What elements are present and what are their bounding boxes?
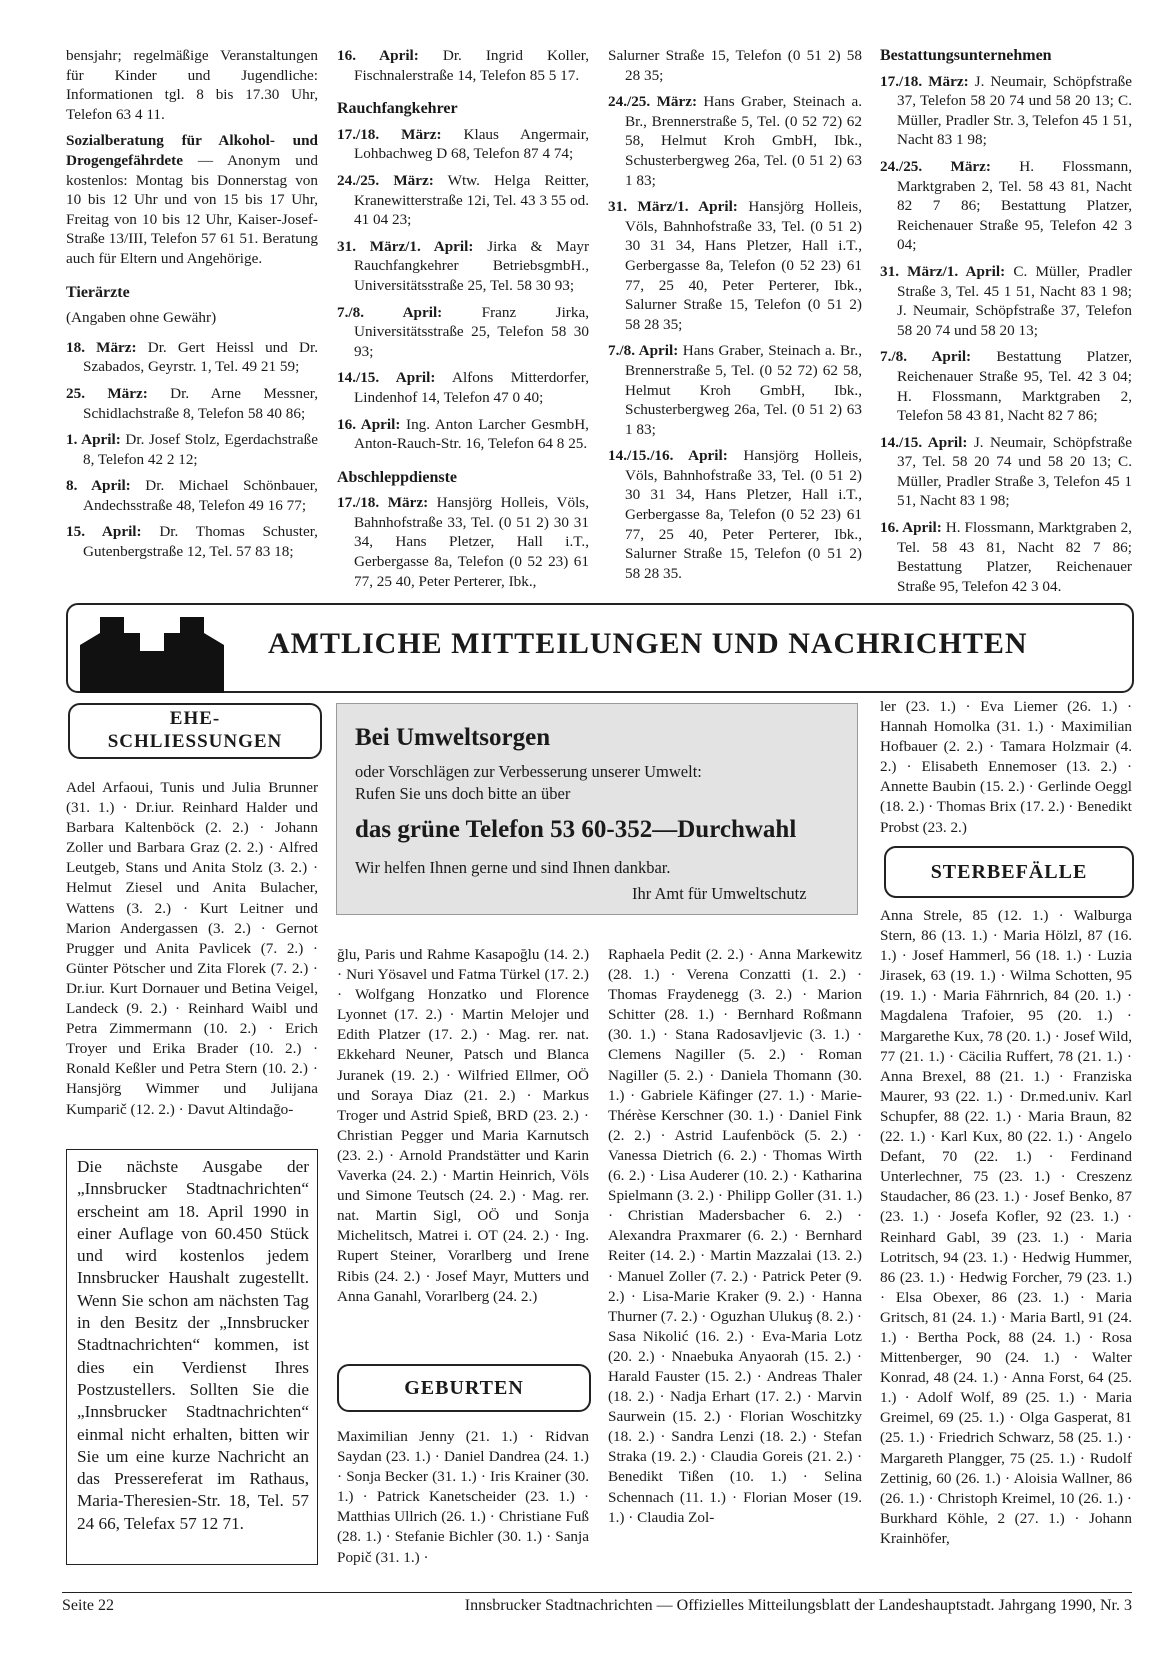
page-footer <box>62 1592 1132 1615</box>
list-item <box>66 476 318 515</box>
entry-date: 31. März/1. April: <box>608 198 738 216</box>
sterbefaelle-text <box>880 906 1132 1556</box>
entry-text: Ing. Anton Larcher GesmbH, Anton-Rauch-Str. 16, Telefon 64 8 25. <box>354 415 589 453</box>
entry-date: 15. April: <box>66 523 142 541</box>
entry-text: Dr. Gert Heissl und Dr. Szabados, Geyrstr. 1, Tel. 49 21 59; <box>83 338 318 376</box>
entry-date: 31. März/1. April: <box>880 262 1006 280</box>
list-item <box>66 384 318 423</box>
sterbefaelle-heading: STERBEFÄLLE <box>884 846 1134 898</box>
umwelt-line2: Rufen Sie uns doch bitte an über <box>355 784 571 803</box>
entry-date: 16. April: <box>337 415 401 433</box>
tieraerzte-subheading: (Angaben ohne Gewähr) <box>66 309 217 327</box>
entry-date: 8. April: <box>66 477 131 495</box>
entry-date: 14./15./16. April: <box>608 447 728 465</box>
entry-text: Hans Graber, Steinach a. Br., Brennerstraße 5, Tel. (0 52 72) 62 58, Helmut Kroh GmbH, Ibk., Schusterbergweg 26a, Tel. (0 51 2) 63 1 83; <box>625 93 862 189</box>
ehe-heading <box>68 703 322 759</box>
list-item <box>337 125 589 164</box>
entry-text: Hansjörg Holleis, Völs, Bahnhofstraße 33, Tel. (0 51 2) 30 31 34, Hans Pletzer, Hall i.T., Gerbergasse 8a, Telefon (0 52 23) 61 77, 25 40, Peter Perterer, Ibk., Salurner Straße 15, Telefon (0 51 2) 58 28 35. <box>625 447 862 582</box>
geburten-list-continued: Raphaela Pedit (2. 2.) · Anna Markewitz (28. 1.) · Verena Conzatti (1. 2.) · Thomas Fraydenegg (3. 2.) · Marion Schitter (28. 1.) · Bernhard Roßmann (30. 1.) · Stana Radosavljevic (3. 1.) · Clemens Nagiller (5. 2.) · Roman Nagiller (5. 2.) · Daniela Thomann (30. 1.) · Gabriele Käfinger (27. 1.) · Marie-Thérèse Kerschner (30. 1.) · Daniel Fink (2. 2.) · Astrid Laufenböck (5. 2.) · Vanessa Dietrich (6. 2.) · Thomas Wirth (6. 2.) · Lisa Auderer (10. 2.) · Katharina Spielmann (3. 2.) · Philipp Goller (31. 1.) · Christian Madersbacher 6. 2.) · Alexandra Praxmarer (6. 2.) · Bernhard Reiter (14. 2.) · Martin Mazzalai (13. 2.) · Manuel Zoller (7. 2.) · Patrick Peter (9. 2.) · Lisa-Marie Kraker (9. 2.) · Hanna Thurner (7. 2.) · Oguzhan Ulukuş (8. 2.) · Sasa Nikolić (16. 2.) · Eva-Maria Lotz (20. 2.) · Nnaebuka Anyaorah (15. 2.) · Harald Fauster (15. 2.) · Andreas Thaler (18. 2.) · Nadja Erhart (17. 2.) · Marvin Saurwein (15. 2.) · Florian Woschitzky (18. 2.) · Sandra Lenzi (18. 2.) · Stefan Straka (19. 2.) · Claudia Goreis (21. 2.) · Benedikt Tißen (10. 1.) · Selina Schennach (11. 1.) · Florian Moser (19. 1.) · Claudia Zol- <box>608 946 862 1526</box>
ehe-heading-line2: SCHLIESSUNGEN <box>107 731 283 752</box>
entry-text: Alfons Mitterdorfer, Lindenhof 14, Telefon 47 0 40; <box>354 369 589 406</box>
geburten-list-end: ler (23. 1.) · Eva Liemer (26. 1.) · Hannah Homolka (31. 1.) · Maximilian Hofbauer (2. 2.) · Tamara Holzmair (4. 2.) · Elisabeth Ennemoser (13. 2.) · Annette Baubin (15. 2.) · Gerlinde Oeggl (18. 2.) · Thomas Brix (17. 2.) · Benedikt Probst (23. 2.) <box>880 698 1132 836</box>
entry-text: Bestattung Platzer, Reichenauer Straße 95, Tel. 42 3 04; H. Flossmann, Marktgraben 2, Telefon 58 43 81, Nacht 82 7 86; <box>897 348 1132 425</box>
entry-text: Dr. Arne Messner, Schidlachstraße 8, Telefon 58 40 86; <box>83 384 319 422</box>
list-item <box>66 522 318 561</box>
entry-text: C. Müller, Pradler Straße 3, Tel. 45 1 51, Nacht 83 1 98; J. Neumair, Schöpfstraße 37, Telefon 58 20 74 und 58 20 13; <box>897 262 1132 339</box>
entry-date: 16. April: <box>880 519 942 537</box>
umwelt-line1: oder Vorschlägen zur Verbesserung unserer Umwelt: <box>355 762 702 781</box>
geburten-heading: GEBURTEN <box>337 1364 591 1412</box>
jugend-info: bensjahr; regelmäßige Veranstaltungen für Kinder und Jugendliche: Informationen tgl. 8 bis 17.30 Uhr, Telefon 63 4 11. <box>66 47 318 123</box>
sozialberatung <box>66 131 318 268</box>
entry-text: J. Neumair, Schöpfstraße 37, Tel. 58 20 74 und 58 20 13; C. Müller, Pradler Straße 3, Telefon 45 1 51, Nacht 83 1 98; <box>897 433 1132 510</box>
rauchfangkehrer-heading: Rauchfangkehrer <box>337 100 458 118</box>
banner-title: AMTLICHE MITTEILUNGEN UND NACHRICHTEN <box>268 627 1028 660</box>
list-item <box>337 415 589 454</box>
entry-date: 25. März: <box>66 384 148 402</box>
geburten-list: Maximilian Jenny (21. 1.) · Ridvan Saydan (23. 1.) · Daniel Dandrea (24. 1.) · Sonja Becker (31. 1.) · Iris Krainer (30. 1.) · Patrick Kanetscheider (23. 1.) · Matthias Ullrich (26. 1.) · Christiane Fuß (28. 1.) · Stefanie Bichler (30. 1.) · Sanja Popič (31. 1.) · <box>337 1428 589 1566</box>
entry-date: 1. April: <box>66 431 121 449</box>
umwelt-line3: Wir helfen Ihnen gerne und sind Ihnen dankbar. <box>355 858 671 877</box>
umwelt-signature: Ihr Amt für Umweltschutz <box>632 884 807 903</box>
entry-date: 24./25. März: <box>608 93 698 111</box>
city-logo <box>76 611 254 693</box>
ehe-text-col1 <box>66 778 318 1127</box>
column-4-top <box>880 46 1132 603</box>
entry-date: 16. April: <box>337 47 419 64</box>
geburten-text-col2 <box>337 1427 589 1575</box>
umwelt-title: Bei Umweltsorgen <box>355 724 551 751</box>
ehe-list: Adel Arfaoui, Tunis und Julia Brunner (31. 1.) · Dr.iur. Reinhard Halder und Barbara Kaltenböck (2. 2.) · Johann Zoller und Barbara Graz (2. 2.) · Alfred Leutgeb, Stans und Anita Stolz (3. 2.) · Helmut Ziesel und Anita Bulacher, Wattens (3. 2.) · Kurt Leitner und Marion Andergassen (3. 2.) · Gernot Prugger und Anita Pavlicek (7. 2.) · Günter Pötscher und Zita Florek (7. 2.) · Dr.iur. Kurt Dornauer und Betina Veigel, Landeck (9. 2.) · Reinhard Waibl und Petra Zimmermann (10. 2.) · Erich Troyer und Erika Brader (10. 2.) · Ronald Keßler und Petra Stern (10. 2.) · Hansjörg Wimmer und Julijana Kumparič (12. 2.) · Davut Altindağo- <box>66 779 318 1118</box>
next-issue-text: Die nächste Ausgabe der „Innsbrucker Stadtnachrichten“ erscheint am 18. April 1990 in einer Auflage von 60.450 Stück und wird kostenlos jedem Innsbrucker Haushalt zugestellt. Wenn Sie schon am nächsten Tag in den Besitz der „Innsbrucker Stadtnachrichten“ kommen, ist dies ein Verdienst Ihres Postzustellers. Sollten Sie die „Innsbrucker Stadtnachrichten“ einmal nicht erhalten, bitten wir Sie um eine kurze Nachricht an das Pressereferat im Rathaus, Maria-Theresien-Str. 18, Tel. 57 24 66, Telefax 57 12 71. <box>77 1157 309 1533</box>
list-item <box>337 368 589 407</box>
geburten-text-col4 <box>880 697 1132 845</box>
entry-text: Jirka & Mayr Rauchfangkehrer BetriebsgmbH., Universitätsstraße 25, Tel. 58 30 93; <box>354 237 590 294</box>
entry-date: 7./8. April: <box>608 342 679 360</box>
list-item <box>337 303 589 362</box>
list-item <box>337 171 589 230</box>
entry-text: H. Flossmann, Marktgraben 2, Tel. 58 43 81, Nacht 82 7 86; Bestattung Platzer, Reichenauer Straße 95, Telefon 42 3 04. <box>897 519 1132 595</box>
list-item <box>66 338 318 377</box>
list-item <box>608 446 862 583</box>
tieraerzte-heading: Tierärzte <box>66 283 130 301</box>
entry-text: Dr. Josef Stolz, Egerdachstraße 8, Telefon 42 2 12; <box>83 431 318 468</box>
entry-text: Dr. Ingrid Koller, Fischnalerstraße 14, Telefon 85 5 17. <box>354 47 589 84</box>
entry-date: 17./18. März: <box>337 494 429 512</box>
entry-text: Hans Graber, Steinach a. Br., Brennerstraße 5, Tel. (0 52 72) 62 58, Helmut Kroh GmbH, Ibk., Schusterbergweg 26a, Tel. (0 51 2) 63 1 83; <box>625 342 862 438</box>
page-number: Seite 22 <box>62 1597 114 1614</box>
entry-text: Dr. Thomas Schuster, Gutenbergstraße 12, Tel. 57 83 18; <box>83 523 318 561</box>
bestattung-heading: Bestattungsunternehmen <box>880 47 1052 64</box>
sozialberatung-text: — Anonym und kostenlos: Montag bis Donnerstag von 10 bis 12 Uhr und von 15 bis 17 Uhr, Freitag von 10 bis 12 Uhr, Kaiser-Josef-Straße 13/III, Telefon 57 61 51. Beratung auch für Eltern und Angehörige. <box>66 151 318 267</box>
abschleppdienste-heading: Abschleppdienste <box>337 468 458 486</box>
entry-date: 18. März: <box>66 338 137 356</box>
entry-text: Hansjörg Holleis, Völs, Bahnhofstraße 33, Tel. (0 51 2) 30 31 34, Hans Pletzer, Hall i.T., Gerbergasse 8a, Telefon (0 52 23) 61 77, 25 40, Peter Perterer, Ibk., Salurner Straße 15, Telefon (0 51 2) 58 28 35; <box>625 198 862 333</box>
entry-date: 7./8. April: <box>880 348 972 366</box>
umwelt-phone: das grüne Telefon 53 60-352—Durchwahl <box>355 816 797 843</box>
publication-line: Innsbrucker Stadtnachrichten — Offizielles Mitteilungsblatt der Landeshauptstadt. Jahrgang 1990, Nr. 3 <box>464 1597 1132 1614</box>
entry-date: 14./15. April: <box>337 369 436 387</box>
list-item <box>880 262 1132 340</box>
list-item <box>880 347 1132 425</box>
list-item <box>66 430 318 469</box>
rauchfangkehrer-list <box>337 125 589 454</box>
list-item <box>337 493 589 591</box>
list-item <box>608 341 862 439</box>
entry-text: H. Flossmann, Marktgraben 2, Tel. 58 43 81, Nacht 82 7 86; Bestattung Platzer, Reichenauer Straße 95, Telefon 42 3 04; <box>897 157 1133 254</box>
entry-text: J. Neumair, Schöpfstraße 37, Telefon 58 20 74 und 58 20 13; C. Müller, Pradler Str. 3, Telefon 45 1 51, Nacht 83 1 98; <box>897 72 1133 149</box>
geburten-text-col3 <box>608 945 862 1535</box>
list-item <box>880 433 1132 511</box>
list-item <box>880 157 1132 255</box>
entry-date: 14./15. April: <box>880 433 968 451</box>
next-issue-notice <box>66 1149 318 1565</box>
ehe-heading-line1: EHE- <box>169 708 221 729</box>
list-item <box>337 237 589 296</box>
list-item <box>880 72 1132 150</box>
entry-date: 24./25. März: <box>880 157 991 175</box>
entry-date: 17./18. März: <box>337 125 442 143</box>
entry-text: Hansjörg Holleis, Völs, Bahnhofstraße 33, Tel. (0 51 2) 30 31 34, Hans Pletzer, Hall i.T., Gerbergasse 8a, Telefon (0 52 23) 61 77, 25 40, Peter Perterer, Ibk., <box>354 494 589 590</box>
sterbefaelle-list: Anna Strele, 85 (12. 1.) · Walburga Stern, 86 (13. 1.) · Maria Hölzl, 87 (16. 1.) · Josef Hammerl, 56 (18. 1.) · Luzia Jirasek, 63 (19. 1.) · Wilma Schotten, 95 (19. 1.) · Maria Fährnrich, 84 (20. 1.) · Magdalena Trafoier, 95 (20. 1.) · Margarethe Kux, 78 (20. 1.) · Josef Wild, 77 (21. 1.) · Cäcilia Ruffert, 78 (21. 1.) · Anna Brexel, 88 (21. 1.) · Franziska Maurer, 93 (22. 1.) · Dr.med.univ. Karl Schupfer, 88 (22. 1.) · Maria Braun, 82 (22. 1.) · Karl Kux, 80 (22. 1.) · Angelo Defant, 70 (22. 1.) · Ferdinand Unterlechner, 75 (23. 1.) · Creszenz Staudacher, 86 (23. 1.) · Josef Benko, 87 (23. 1.) · Josefa Kofler, 92 (23. 1.) · Reinhard Gabl, 39 (23. 1.) · Maria Lotritsch, 94 (23. 1.) · Hedwig Hummer, 86 (23. 1.) · Hedwig Forcher, 79 (23. 1.) · Elsa Obexer, 86 (23. 1.) · Maria Gritsch, 81 (24. 1.) · Maria Bartl, 91 (24. 1.) · Bertha Pock, 88 (24. 1.) · Rosa Mittenberger, 90 (24. 1.) · Walter Konrad, 48 (24. 1.) · Anna Forst, 64 (25. 1.) · Adolf Wolf, 89 (25. 1.) · Maria Greimel, 69 (25. 1.) · Olga Gasperat, 81 (25. 1.) · Friedrich Schwarz, 58 (25. 1.) · Margareth Plangger, 75 (25. 1.) · Rudolf Zettinig, 60 (26. 1.) · Aloisia Wallner, 86 (26. 1.) · Christoph Kreimel, 10 (26. 1.) · Burkhard Köhle, 2 (27. 1.) · Johann Krainhöfer, <box>880 907 1132 1547</box>
section-banner <box>66 603 1134 693</box>
entry-date: 24./25. März: <box>337 171 434 189</box>
column-1-top <box>66 46 318 569</box>
tieraerzte-list <box>66 338 318 562</box>
entry-date: 17./18. März: <box>880 72 969 90</box>
entry-text: Dr. Michael Schönbauer, Andechsstraße 48, Telefon 49 16 77; <box>83 477 318 514</box>
entry-text: Franz Jirka, Universitätsstraße 25, Telefon 58 30 93; <box>354 303 589 360</box>
list-item <box>880 518 1132 596</box>
entry-date: 7./8. April: <box>337 303 443 321</box>
column-2-top <box>337 46 589 598</box>
entry-text: Klaus Angermair, Lohbachweg D 68, Telefon 87 4 74; <box>354 125 589 163</box>
entry-date: 31. März/1. April: <box>337 237 474 255</box>
list-item <box>608 197 862 334</box>
abschlepp-continuation: Salurner Straße 15, Telefon (0 51 2) 58 28 35; <box>608 47 862 84</box>
list-item <box>608 92 862 190</box>
ehe-list-continued: ğlu, Paris und Rahme Kasapoğlu (14. 2.) · Nuri Yösavel und Fatma Türkel (17. 2.) · Wolfgang Honzatko und Florence Lyonnet (17. 2.) · Martin Melojer und Edith Platzer (17. 2.) · Mag. rer. nat. Ekkehard Neuner, Patsch und Blanca Juranek (19. 2.) · Wilfried Ellmer, OÖ und Soraya Diaz (21. 2.) · Markus Troger und Astrid Spieß, BRD (23. 2.) · Christian Pegger und Maria Karnutsch (23. 2.) · Arnold Prandstätter und Karin Vaverka (24. 2.) · Martin Heinrich, Völs und Simone Teutsch (24. 2.) · Mag. rer. nat. Martin Sigl, OÖ und Sonja Michelitsch, Matrei i. OT (24. 2.) · Ing. Rupert Steiner, Vorarlberg und Irene Ribis (24. 2.) · Josef Mayr, Mutters und Anna Ganahl, Vorarlberg (24. 2.) <box>337 946 589 1305</box>
sozialberatung-heading: Sozialberatung für Alkohol- und Drogengefährdete <box>66 132 318 169</box>
entry-text: Wtw. Helga Reitter, Kranewitterstraße 12i, Tel. 43 3 55 od. 41 04 23; <box>354 171 589 229</box>
umwelt-notice-box <box>336 703 858 915</box>
column-3-top <box>608 46 862 590</box>
list-item <box>337 46 589 85</box>
ehe-text-col2 <box>337 945 589 1314</box>
